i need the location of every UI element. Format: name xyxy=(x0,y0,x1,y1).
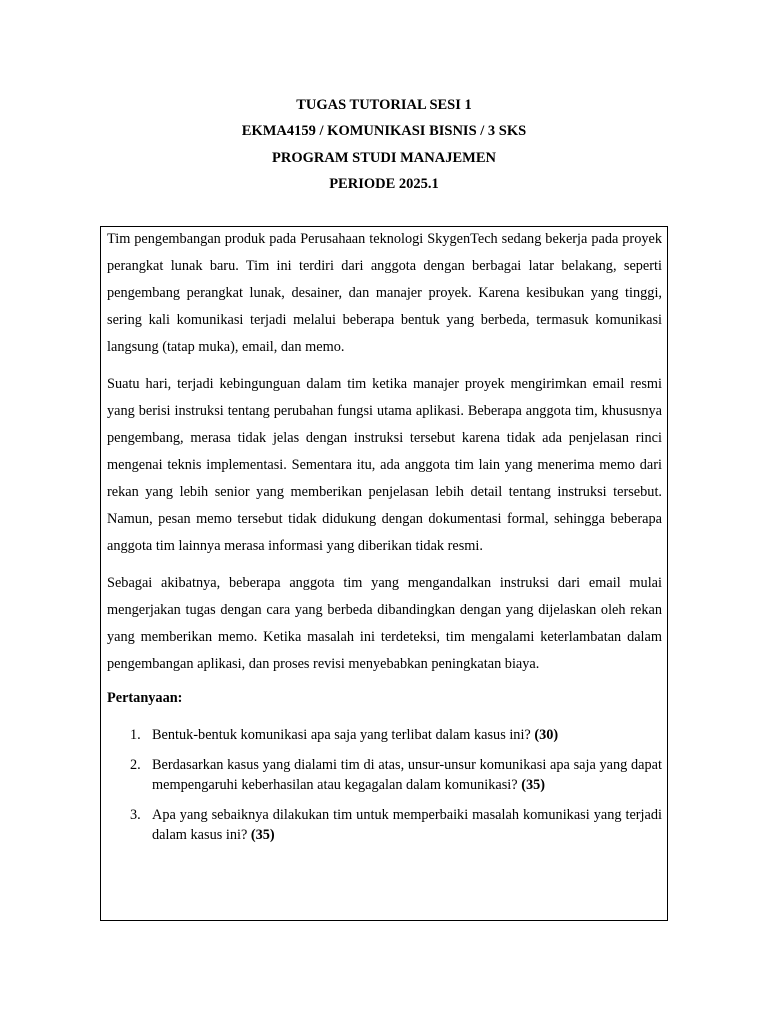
question-item-3 xyxy=(107,805,662,845)
question-text: Berdasarkan kasus yang dialami tim di atas, unsur-unsur komunikasi apa saja yang dapat mempengaruhi keberhasilan atau kegagalan dalam komunikasi? xyxy=(152,757,662,793)
question-number: 3. xyxy=(130,807,141,823)
case-box xyxy=(100,226,668,921)
assignment-title: TUGAS TUTORIAL SESI 1 xyxy=(296,97,472,113)
study-program: PROGRAM STUDI MANAJEMEN xyxy=(272,149,496,166)
question-text: Apa yang sebaiknya dilakukan tim untuk memperbaiki masalah komunikasi yang terjadi dalam kasus ini? xyxy=(152,807,662,843)
case-content xyxy=(107,226,662,855)
document-header xyxy=(0,92,768,197)
case-paragraph-3: Sebagai akibatnya, beberapa anggota tim yang mengandalkan instruksi dari email mulai mengerjakan tugas dengan cara yang berbeda dibandingkan dengan yang dijelaskan oleh rekan yang memberikan memo. Ketika masalah ini terdeteksi, tim mengalami keterlambatan dalam pengembangan aplikasi, dan proses revisi menyebabkan peningkatan biaya. xyxy=(107,575,662,672)
questions-heading: Pertanyaan: xyxy=(107,690,183,706)
questions-list xyxy=(107,725,662,845)
case-paragraph-1: Tim pengembangan produk pada Perusahaan teknologi SkygenTech sedang bekerja pada proyek perangkat lunak baru. Tim ini terdiri dari anggota dengan berbagai latar belakang, seperti pengembang perangkat lunak, desainer, dan manajer proyek. Karena kesibukan yang tinggi, sering kali komunikasi terjadi melalui beberapa bentuk yang berbeda, termasuk komunikasi langsung (tatap muka), email, dan memo. xyxy=(107,231,662,355)
course-code-title: EKMA4159 / KOMUNIKASI BISNIS / 3 SKS xyxy=(241,123,527,140)
question-points: (35) xyxy=(250,827,275,843)
question-item-2 xyxy=(107,755,662,795)
question-number: 1. xyxy=(130,727,141,743)
question-text: Bentuk-bentuk komunikasi apa saja yang terlibat dalam kasus ini? xyxy=(152,727,531,743)
question-points: (30) xyxy=(534,727,559,743)
case-paragraph-2: Suatu hari, terjadi kebingunguan dalam tim ketika manajer proyek mengirimkan email resmi yang berisi instruksi tentang perubahan fungsi utama aplikasi. Beberapa anggota tim, khususnya pengembang, merasa tidak jelas dengan instruksi tersebut karena tidak ada penjelasan rinci mengenai teknis implementasi. Sementara itu, ada anggota tim lain yang menerima memo dari rekan yang lebih senior yang memberikan penjelasan lebih detail tentang instruksi tersebut. Namun, pesan memo tersebut tidak didukung dengan dokumentasi formal, sehingga beberapa anggota tim lainnya merasa informasi yang diberikan tidak resmi. xyxy=(107,376,662,554)
period: PERIODE 2025.1 xyxy=(329,175,439,192)
question-number: 2. xyxy=(130,757,141,773)
question-points: (35) xyxy=(521,777,546,793)
question-item-1 xyxy=(107,725,662,745)
